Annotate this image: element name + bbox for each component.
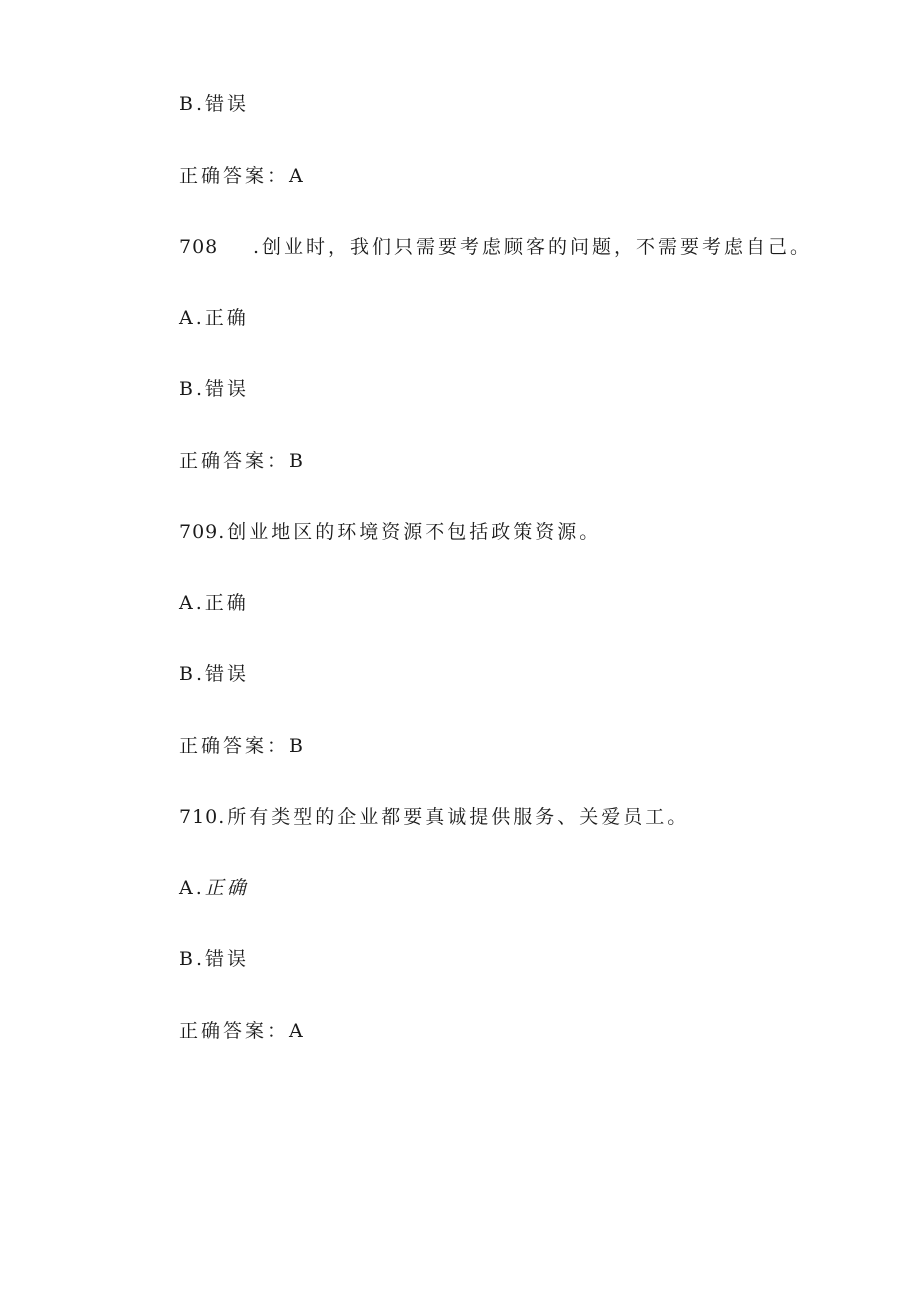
question-710 (179, 805, 689, 829)
answer-text: 正确答案：A (179, 165, 306, 187)
option-text: A.正确 (179, 307, 249, 329)
option-text: B.错误 (179, 93, 250, 115)
question-709 (179, 520, 601, 544)
option-text: A.正确 (179, 592, 249, 614)
option-a-correct (179, 306, 249, 330)
option-b-wrong (179, 92, 249, 116)
answer-text: 正确答案：B (179, 735, 306, 757)
answer-line (179, 449, 306, 473)
option-prefix: A. (179, 877, 205, 899)
question-text: .所有类型的企业都要真诚提供服务、关爱员工。 (218, 806, 690, 828)
answer-line (179, 1019, 306, 1043)
option-b-wrong (179, 947, 249, 971)
option-b-wrong (179, 662, 249, 686)
question-number: 709 (179, 521, 219, 543)
option-a-correct (179, 876, 249, 900)
option-a-correct (179, 591, 249, 615)
question-text: .创业地区的环境资源不包括政策资源。 (218, 521, 602, 543)
option-text: B.错误 (179, 378, 250, 400)
option-text: B.错误 (179, 948, 250, 970)
question-number: 708 (179, 236, 219, 258)
option-text: 正确 (204, 877, 249, 899)
question-number: 710 (179, 806, 219, 828)
option-text: B.错误 (179, 663, 250, 685)
answer-text: 正确答案：B (179, 450, 306, 472)
answer-line (179, 734, 306, 758)
answer-text: 正确答案：A (179, 1020, 306, 1042)
option-b-wrong (179, 377, 249, 401)
question-text: .创业时，我们只需要考虑顾客的问题，不需要考虑自己。 (253, 236, 813, 258)
question-708 (179, 235, 812, 259)
answer-line (179, 164, 306, 188)
